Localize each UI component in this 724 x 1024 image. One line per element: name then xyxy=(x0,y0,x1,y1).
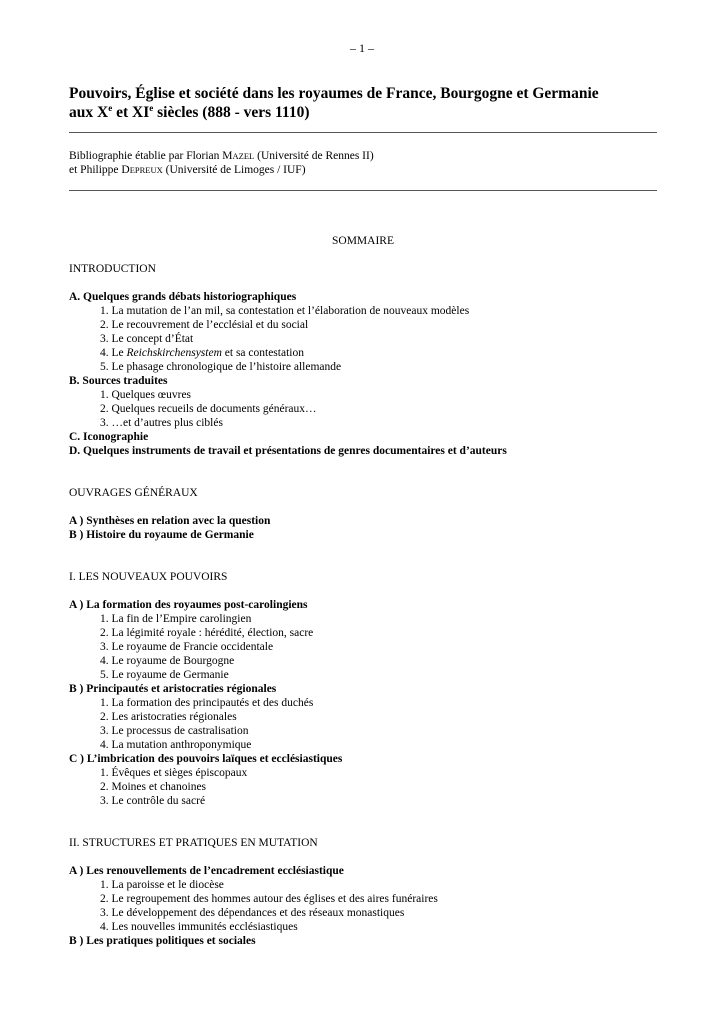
subsection-heading: C ) L’imbrication des pouvoirs laïques et ecclésiastiques xyxy=(69,753,343,765)
item-text: et sa contestation xyxy=(221,347,304,359)
title-line-1: Pouvoirs, Église et société dans les royaumes de France, Bourgogne et Germanie xyxy=(69,85,599,102)
bottom-divider xyxy=(69,190,657,191)
list-item: 1. La formation des principautés et des duchés xyxy=(100,697,314,709)
title-line-2-post: siècles (888 - vers 1110) xyxy=(153,104,310,121)
list-item: 4. La mutation anthroponymique xyxy=(100,739,252,751)
list-item: 4. Les nouvelles immunités ecclésiastiques xyxy=(100,921,298,933)
title-line-2-pre: aux X xyxy=(69,104,109,121)
intro-group xyxy=(69,290,657,458)
subsection-heading: A ) Synthèses en relation avec la question xyxy=(69,515,271,527)
document-title xyxy=(69,84,669,122)
page-number: – 1 – xyxy=(350,41,374,55)
list-item xyxy=(69,346,657,360)
section-heading-part-1: I. LES NOUVEAUX POUVOIRS xyxy=(69,571,228,583)
list-item: 3. …et d’autres plus ciblés xyxy=(100,417,223,429)
list-item: 3. Le développement des dépendances et des réseaux monastiques xyxy=(100,907,405,919)
list-item: 5. Le phasage chronologique de l’histoire allemande xyxy=(100,361,342,373)
section-heading-part-2: II. STRUCTURES ET PRATIQUES EN MUTATION xyxy=(69,837,318,849)
list-item: 4. Le royaume de Bourgogne xyxy=(100,655,235,667)
byline-l2-post: (Université de Limoges / IUF) xyxy=(162,164,306,176)
subsection-heading: C. Iconographie xyxy=(69,431,149,443)
list-item: 1. La mutation de l’an mil, sa contestation et l’élaboration de nouveaux modèles xyxy=(100,305,470,317)
part-2-group xyxy=(69,864,657,948)
list-item: 2. Le recouvrement de l’ecclésial et du social xyxy=(100,319,309,331)
top-divider xyxy=(69,132,657,133)
subsection-heading: B ) Principautés et aristocraties régionales xyxy=(69,683,277,695)
title-sup-1: e xyxy=(108,102,113,113)
byline-l1-smallcaps: AZEL xyxy=(232,151,255,161)
subsection-heading: A ) La formation des royaumes post-carolingiens xyxy=(69,599,308,611)
table-of-contents xyxy=(69,234,657,948)
byline-l1-pre: Bibliographie établie par Florian M xyxy=(69,150,233,162)
subsection-heading: D. Quelques instruments de travail et présentations de genres documentaires et d’auteurs xyxy=(69,445,507,457)
title-sup-2: e xyxy=(149,102,154,113)
part-1-group xyxy=(69,598,657,808)
list-item: 2. Le regroupement des hommes autour des églises et des aires funéraires xyxy=(100,893,438,905)
toc-title: SOMMAIRE xyxy=(332,235,394,247)
subsection-heading: A ) Les renouvellements de l’encadrement ecclésiastique xyxy=(69,865,344,877)
ouvrages-group xyxy=(69,514,657,542)
list-item: 1. La paroisse et le diocèse xyxy=(100,879,224,891)
list-item: 1. Évêques et sièges épiscopaux xyxy=(100,767,248,779)
list-item: 2. La légimité royale : hérédité, élection, sacre xyxy=(100,627,314,639)
list-item: 5. Le royaume de Germanie xyxy=(100,669,229,681)
list-item: 2. Quelques recueils de documents généraux… xyxy=(100,403,317,415)
item-italic-term: Reichskirchensystem xyxy=(126,347,222,359)
subsection-heading: B ) Les pratiques politiques et sociales xyxy=(69,935,256,947)
list-item: 3. Le processus de castralisation xyxy=(100,725,249,737)
list-item: 2. Moines et chanoines xyxy=(100,781,207,793)
item-text: 4. Le xyxy=(100,347,127,359)
section-heading-introduction: INTRODUCTION xyxy=(69,263,156,275)
section-heading-ouvrages: OUVRAGES GÉNÉRAUX xyxy=(69,487,198,499)
list-item: 1. Quelques œuvres xyxy=(100,389,192,401)
byline-line-2 xyxy=(69,163,374,177)
list-item: 3. Le royaume de Francie occidentale xyxy=(100,641,274,653)
byline-l1-post: (Université de Rennes II) xyxy=(254,150,374,162)
list-item: 3. Le concept d’État xyxy=(100,333,194,345)
byline-line-1 xyxy=(69,149,374,163)
byline-l2-pre: et Philippe D xyxy=(69,164,130,176)
title-line-2-mid: et XI xyxy=(112,104,150,121)
list-item: 2. Les aristocraties régionales xyxy=(100,711,237,723)
subsection-heading: A. Quelques grands débats historiographiques xyxy=(69,291,297,303)
subsection-heading: B ) Histoire du royaume de Germanie xyxy=(69,529,254,541)
list-item: 3. Le contrôle du sacré xyxy=(100,795,206,807)
byline xyxy=(69,149,374,177)
subsection-heading: B. Sources traduites xyxy=(69,375,168,387)
list-item: 1. La fin de l’Empire carolingien xyxy=(100,613,252,625)
byline-l2-smallcaps: EPREUX xyxy=(129,165,163,175)
